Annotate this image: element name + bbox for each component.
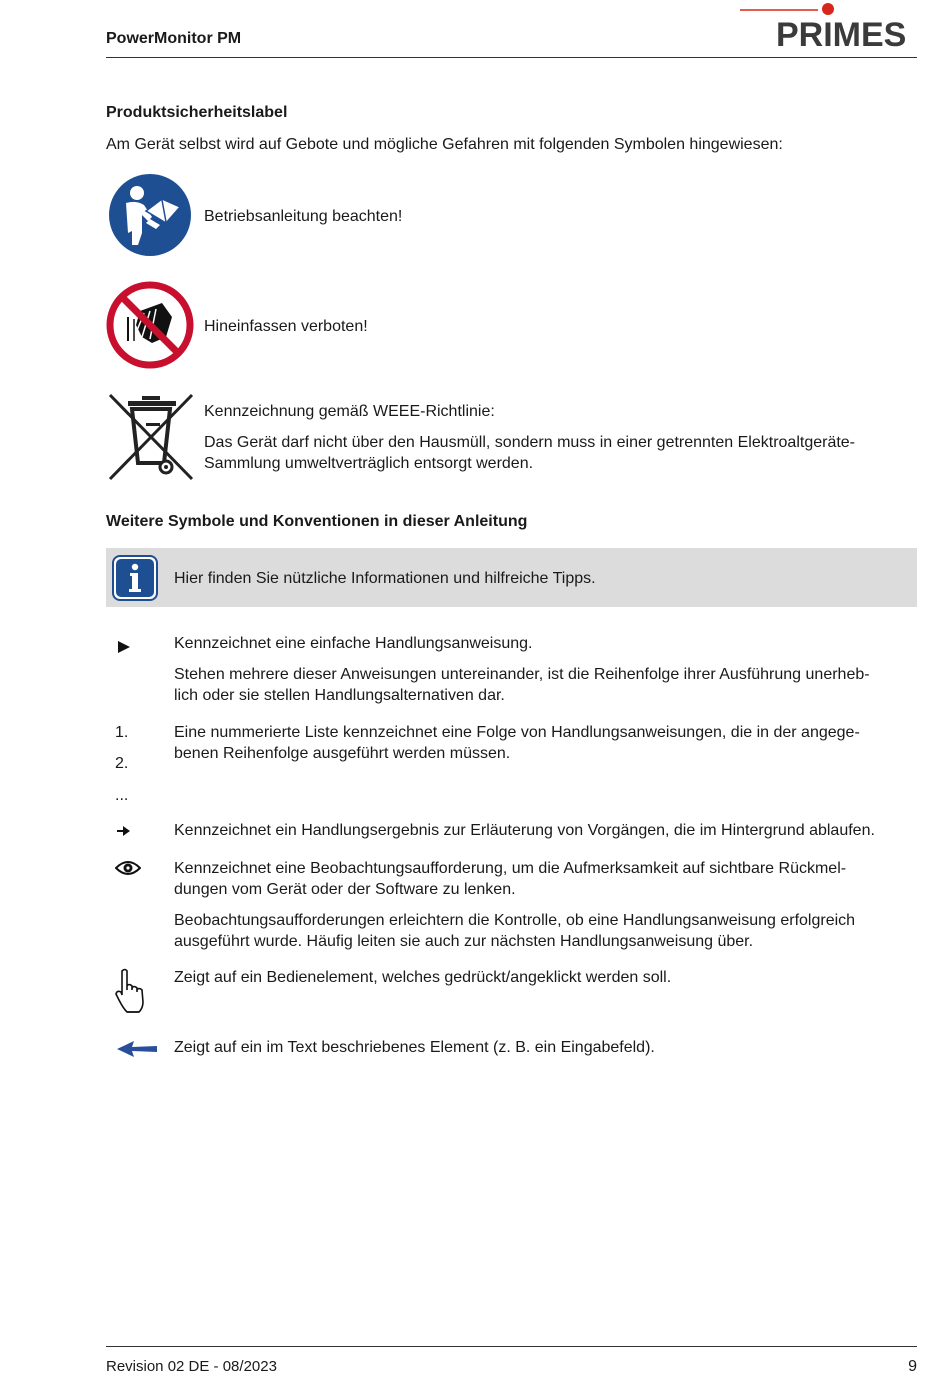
- eye-icon: [115, 859, 141, 877]
- header-divider: [106, 57, 917, 58]
- revision-text: Revision 02 DE - 08/2023: [106, 1358, 277, 1375]
- observe-line2: dungen vom Gerät oder der Software zu lenken.: [174, 881, 516, 898]
- numbered-marker-2: 2.: [115, 755, 129, 772]
- action-line2: Stehen mehrere dieser Anweisungen untereinander, ist die Reihenfolge ihrer Ausführung unerheb-: [174, 666, 870, 683]
- observe-line4: ausgeführt wurde. Häufig leiten sie auch zur nächsten Handlungsanweisung über.: [174, 933, 754, 950]
- conventions-heading: Weitere Symbole und Konventionen in dieser Anleitung: [106, 513, 528, 530]
- info-icon: [112, 555, 158, 601]
- numbered-marker-1: 1.: [115, 724, 129, 741]
- footer-divider: [106, 1346, 917, 1347]
- blue-left-arrow-icon: [116, 1040, 158, 1058]
- observe-line3: Beobachtungsaufforderungen erleichtern die Kontrolle, ob eine Handlungsanweisung erfolgreich: [174, 912, 856, 929]
- label-weee-text-line2: Sammlung umweltverträglich entsorgt werden.: [204, 455, 534, 472]
- label-no-reach-in: Hineinfassen verboten!: [204, 318, 368, 335]
- label-weee-text-line1: Das Gerät darf nicht über den Hausmüll, sondern muss in einer getrennten Elektroaltgeräte-: [204, 434, 856, 451]
- action-line1: Kennzeichnet eine einfache Handlungsanweisung.: [174, 635, 533, 652]
- arrow-text: Zeigt auf ein im Text beschriebenes Element (z. B. ein Eingabefeld).: [174, 1039, 655, 1056]
- info-text: Hier finden Sie nützliche Informationen und hilfreiche Tipps.: [174, 570, 596, 587]
- weee-bin-icon: [106, 391, 196, 483]
- pointing-hand-icon: [113, 968, 151, 1016]
- action-line3: lich oder sie stellen Handlungsalternativen dar.: [174, 687, 505, 704]
- play-triangle-icon: [117, 640, 131, 654]
- result-arrow-icon: [116, 824, 132, 838]
- logo-text: PRIMES: [776, 16, 907, 52]
- safety-intro: Am Gerät selbst wird auf Gebote und mögliche Gefahren mit folgenden Symbolen hingewiesen:: [106, 136, 783, 153]
- observe-line1: Kennzeichnet eine Beobachtungsaufforderung, um die Aufmerksamkeit auf sichtbare Rückmel-: [174, 860, 847, 877]
- page-number: 9: [908, 1358, 917, 1375]
- primes-logo: [740, 2, 920, 52]
- pointer-text: Zeigt auf ein Bedienelement, welches gedrückt/angeklickt werden soll.: [174, 969, 672, 986]
- no-reach-in-icon: [106, 281, 194, 369]
- numbered-marker-ellipsis: ...: [115, 787, 129, 804]
- label-read-manual: Betriebsanleitung beachten!: [204, 208, 403, 225]
- numbered-line1: Eine nummerierte Liste kennzeichnet eine Folge von Handlungsanweisungen, die in der angege-: [174, 724, 860, 741]
- document-title: PowerMonitor PM: [106, 30, 242, 47]
- label-weee-title: Kennzeichnung gemäß WEEE-Richtlinie:: [204, 403, 495, 420]
- safety-heading: Produktsicherheitslabel: [106, 104, 288, 121]
- numbered-line2: benen Reihenfolge ausgeführt werden müssen.: [174, 745, 511, 762]
- read-manual-icon: [108, 173, 192, 257]
- result-text: Kennzeichnet ein Handlungsergebnis zur Erläuterung von Vorgängen, die im Hintergrund ablaufen.: [174, 822, 875, 839]
